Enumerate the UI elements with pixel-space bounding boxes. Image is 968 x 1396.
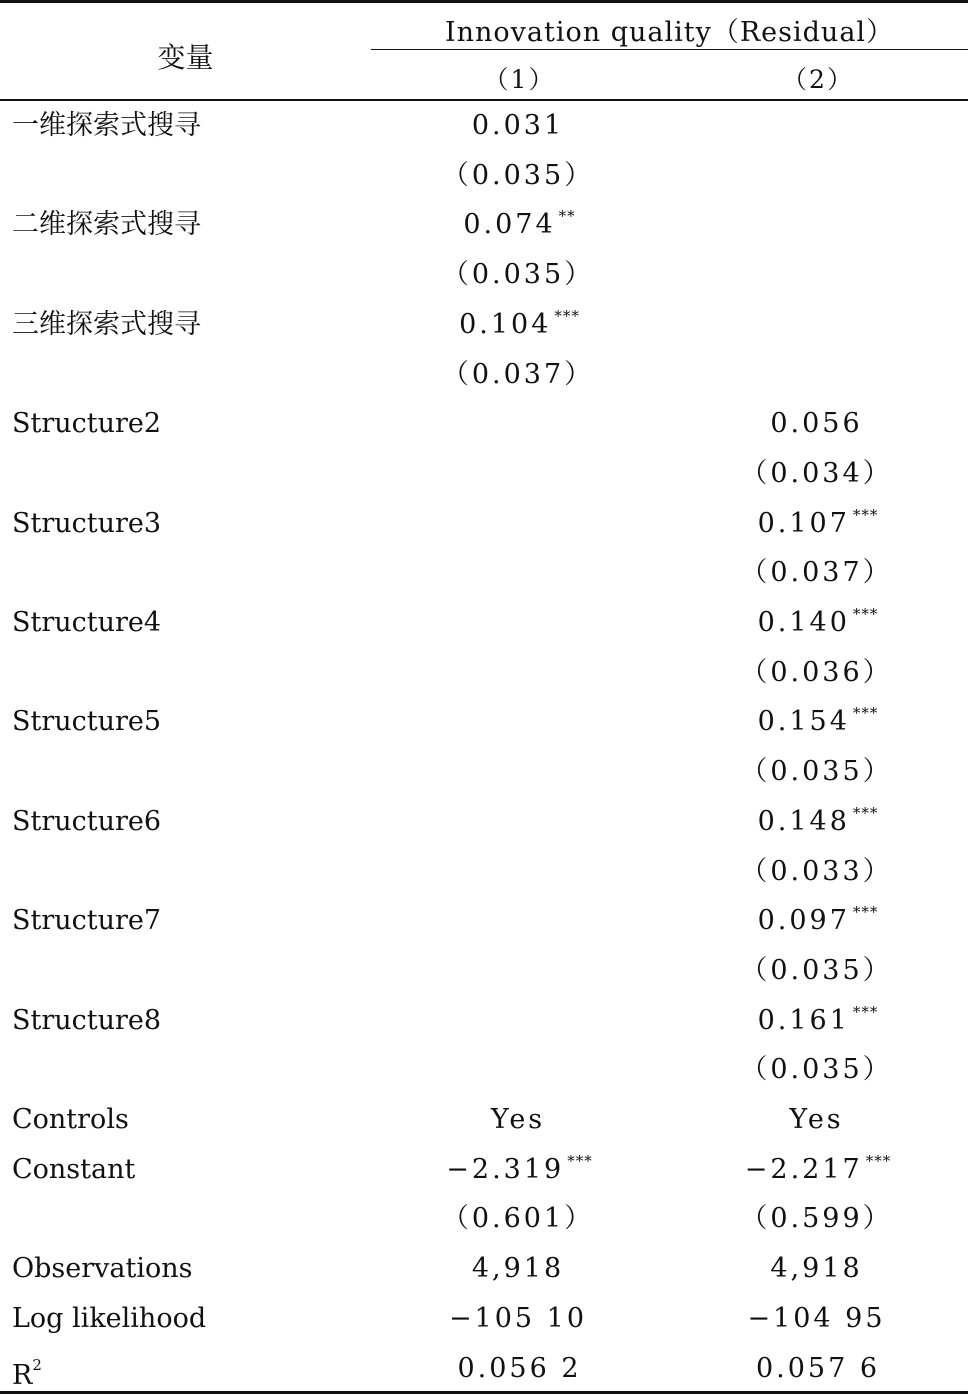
row-col2-value (668, 903, 968, 939)
row-col2-value (668, 956, 968, 989)
row-label: Structure8 (12, 1005, 162, 1036)
coefficient-value: 4,918 (471, 1253, 565, 1284)
significance-stars: *** (852, 704, 879, 722)
row-col2-value (668, 409, 968, 442)
row-label: 三维探索式搜寻 (12, 309, 201, 340)
row-col1-value (371, 1304, 668, 1337)
coefficient-value: （0.036） (740, 657, 893, 688)
significance-stars: *** (852, 804, 879, 822)
row-col1-value (371, 161, 668, 194)
row-col1-value (371, 807, 668, 840)
row-col1-value (371, 111, 668, 144)
coefficient-value: 0.107 (757, 508, 850, 539)
coefficient-value: 4,918 (770, 1253, 863, 1284)
row-col1-value (371, 707, 668, 740)
variable-header: 变量 (157, 41, 214, 74)
coefficient-value: −2.217 (744, 1154, 863, 1185)
row-col1-value (371, 1006, 668, 1039)
row-col2-value (668, 260, 968, 293)
row-label: Controls (12, 1104, 129, 1135)
coefficient-value: 0.154 (757, 706, 850, 737)
row-col1-value (371, 1152, 668, 1188)
coefficient-value: 0.148 (757, 806, 850, 837)
row-col1-value (371, 1055, 668, 1088)
row-col2-value (668, 605, 968, 641)
row-label: Structure4 (12, 607, 162, 638)
significance-stars: ** (558, 207, 576, 225)
significance-stars: *** (865, 1152, 892, 1170)
coefficient-value: 0.161 (757, 1005, 850, 1036)
significance-stars: *** (852, 605, 879, 623)
row-col2-value (668, 658, 968, 691)
row-label: Log likelihood (12, 1303, 207, 1334)
coefficient-value: （0.033） (740, 856, 893, 887)
row-col1-value (371, 906, 668, 939)
row-col2-value (668, 310, 968, 343)
row-label: Structure7 (12, 905, 162, 936)
row-label: Structure5 (12, 706, 162, 737)
header-bottom-rule (0, 99, 968, 101)
row-col2-value (668, 1055, 968, 1088)
row-col1-value (371, 409, 668, 442)
coefficient-value: −104 95 (747, 1303, 886, 1334)
row-col1-value (371, 757, 668, 790)
significance-stars: *** (852, 1003, 879, 1021)
coefficient-value: （0.601） (441, 1203, 595, 1234)
coefficient-value: 0.104 (459, 309, 552, 340)
coefficient-value: （0.035） (441, 259, 595, 290)
row-col2-value (668, 1152, 968, 1188)
row-col1-value (371, 1204, 668, 1237)
coefficient-value: （0.035） (740, 756, 893, 787)
row-col2-value (668, 161, 968, 194)
row-col1-value (371, 857, 668, 890)
row-label: 二维探索式搜寻 (12, 209, 201, 240)
coefficient-value: 0.074 (463, 209, 556, 240)
coefficient-value: （0.035） (740, 1054, 893, 1085)
row-col2-value (668, 857, 968, 890)
coefficient-value: （0.037） (740, 557, 893, 588)
coefficient-value: （0.035） (441, 160, 595, 191)
row-col2-value (668, 704, 968, 740)
row-col1-value (371, 558, 668, 591)
row-col1-value (371, 207, 668, 243)
row-col2-value (668, 1254, 968, 1287)
r2-label (12, 1354, 42, 1391)
significance-stars: *** (567, 1152, 593, 1170)
row-col2-value (668, 558, 968, 591)
coefficient-value: −2.319 (446, 1154, 565, 1185)
coefficient-value: Yes (789, 1104, 844, 1135)
column-2-header: （2） (782, 65, 854, 94)
row-col1-value (371, 459, 668, 492)
coefficient-value: −105 10 (448, 1303, 588, 1334)
table-bottom-rule (0, 1391, 968, 1394)
coefficient-value: （0.035） (740, 955, 893, 986)
row-col2-value (668, 757, 968, 790)
row-col1-value (371, 260, 668, 293)
row-label: Observations (12, 1253, 193, 1284)
row-col2-value (668, 111, 968, 144)
row-col2-value (668, 1105, 968, 1138)
row-col2-value (668, 459, 968, 492)
row-col1-value (371, 658, 668, 691)
row-col2-value (668, 506, 968, 542)
row-label: Constant (12, 1154, 136, 1185)
coefficient-value: 0.097 (757, 905, 850, 936)
r2-col2: 0.057 6 (755, 1353, 881, 1384)
r2-col1: 0.056 2 (457, 1353, 582, 1384)
row-col1-value (371, 509, 668, 542)
row-col1-value (371, 956, 668, 989)
header-sub-rule (371, 49, 968, 50)
row-col2-value (668, 360, 968, 393)
row-col2-value (668, 210, 968, 243)
significance-stars: *** (852, 506, 879, 524)
row-col1-value (371, 1105, 668, 1138)
row-col2-value (668, 1003, 968, 1039)
row-col2-value (668, 1304, 968, 1337)
coefficient-value: Yes (490, 1104, 546, 1135)
row-label: Structure6 (12, 806, 162, 837)
row-col1-value (371, 608, 668, 641)
coefficient-value: （0.599） (740, 1203, 893, 1234)
row-col2-value (668, 1204, 968, 1237)
row-label: Structure2 (12, 408, 162, 439)
row-col1-value (371, 360, 668, 393)
row-col1-value (371, 307, 668, 343)
coefficient-value: （0.034） (740, 458, 893, 489)
significance-stars: *** (852, 903, 879, 921)
coefficient-value: 0.140 (757, 607, 850, 638)
column-1-header: （1） (483, 65, 556, 94)
coefficient-value: 0.031 (471, 110, 565, 141)
r2-label-text: R (12, 1360, 33, 1391)
dependent-variable-header: Innovation quality（Residual） (444, 17, 895, 48)
coefficient-value: （0.037） (441, 359, 595, 390)
coefficient-value: 0.056 (770, 408, 863, 439)
r2-superscript: 2 (32, 1356, 42, 1374)
row-label: Structure3 (12, 508, 162, 539)
row-col1-value (371, 1254, 668, 1287)
row-col2-value (668, 804, 968, 840)
significance-stars: *** (554, 307, 580, 325)
row-label: 一维探索式搜寻 (12, 110, 201, 141)
table-top-rule (0, 0, 968, 3)
